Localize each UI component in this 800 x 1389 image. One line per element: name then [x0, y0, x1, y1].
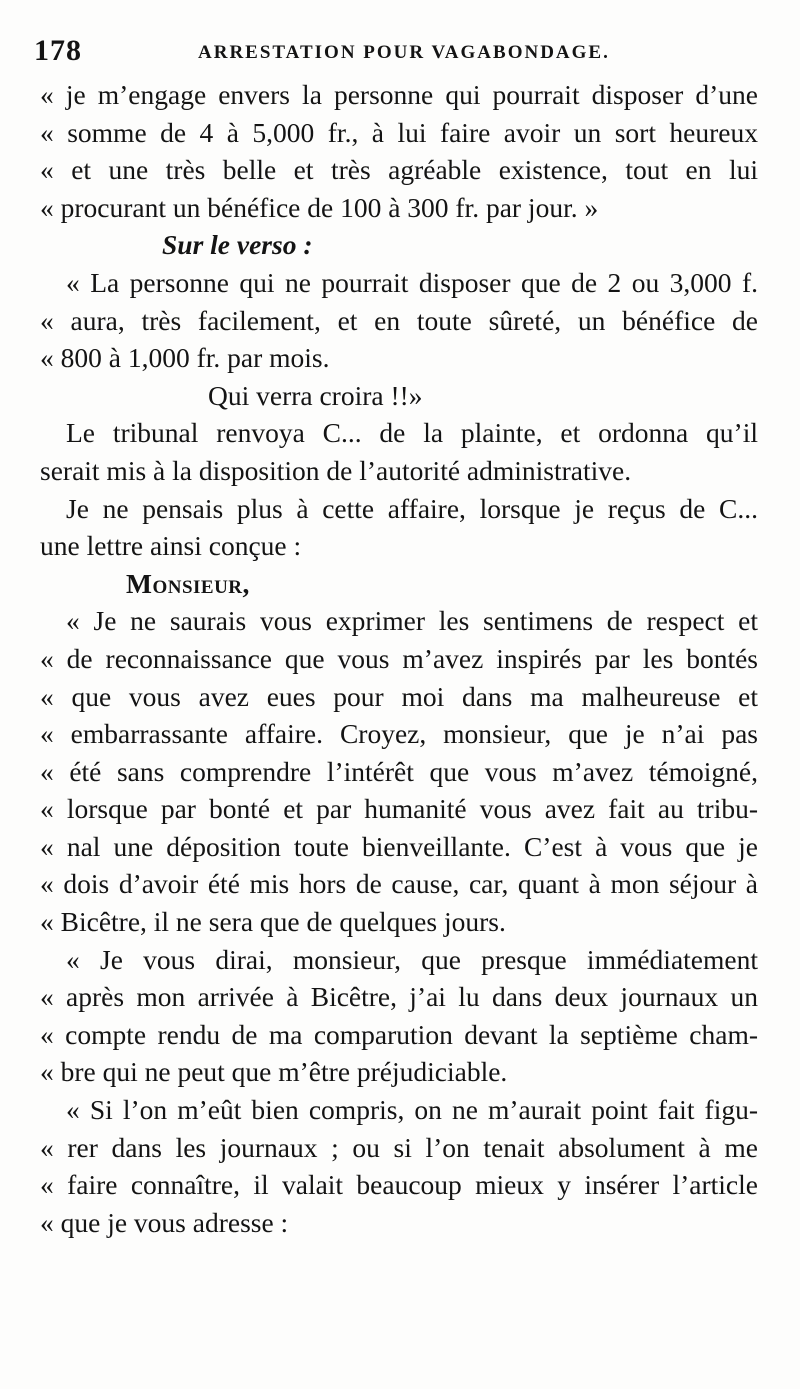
text-line: « Je ne saurais vous exprimer les sentimens de respect et — [66, 605, 758, 637]
text-line: « procurant un bénéfice de 100 à 300 fr. par jour. » — [40, 191, 599, 223]
text-line: « faire connaître, il valait beaucoup mieux y insérer l’article — [40, 1169, 758, 1201]
text-line: « été sans comprendre l’intérêt que vous m’avez témoigné, — [40, 755, 758, 787]
text-line: serait mis à la disposition de l’autorité administrative. — [40, 454, 632, 486]
text-line: « nal une déposition toute bienveillante. C’est à vous que je — [40, 830, 758, 862]
text-line: Le tribunal renvoya C... de la plainte, et ordonna qu’il — [66, 417, 758, 449]
text-line: « embarrassante affaire. Croyez, monsieur, que je n’ai pas — [40, 718, 758, 750]
page-number: 178 — [34, 34, 82, 67]
text-line: « La personne qui ne pourrait disposer que de 2 ou 3,000 f. — [66, 266, 758, 298]
text-line: « bre qui ne peut que m’être préjudiciable. — [40, 1056, 508, 1088]
text-line: « que vous avez eues pour moi dans ma malheureuse et — [40, 680, 758, 712]
text-line: « rer dans les journaux ; ou si l’on tenait absolument à me — [40, 1131, 758, 1163]
text-line: « somme de 4 à 5,000 fr., à lui faire avoir un sort heureux — [40, 116, 758, 148]
text-line: une lettre ainsi conçue : — [40, 530, 302, 562]
letter-salutation: Monsieur, — [126, 567, 250, 599]
quoted-closing-line: Qui verra croira !!» — [208, 379, 423, 411]
text-line: « et une très belle et très agréable existence, tout en lui — [40, 154, 758, 186]
page-header — [30, 34, 760, 74]
running-title: ARRESTATION POUR VAGABONDAGE. — [198, 42, 610, 63]
text-line: « de reconnaissance que vous m’avez inspirés par les bontés — [40, 642, 758, 674]
text-line: « que je vous adresse : — [40, 1206, 289, 1238]
text-line: « lorsque par bonté et par humanité vous avez fait au tribu- — [40, 793, 758, 825]
text-line: Je ne pensais plus à cette affaire, lorsque je reçus de C... — [66, 492, 758, 524]
section-heading-verso: Sur le verso : — [162, 229, 313, 261]
text-line: « aura, très facilement, et en toute sûreté, un bénéfice de — [40, 304, 758, 336]
text-line: « je m’engage envers la personne qui pourrait disposer d’une — [40, 79, 758, 110]
text-line: « compte rendu de ma comparution devant la septième cham- — [40, 1018, 758, 1050]
body-text — [40, 76, 758, 1241]
text-line: « dois d’avoir été mis hors de cause, car, quant à mon séjour à — [40, 868, 758, 900]
text-line: « 800 à 1,000 fr. par mois. — [40, 342, 330, 374]
text-line: « Je vous dirai, monsieur, que presque immédiatement — [66, 943, 758, 975]
text-line: « Bicêtre, il ne sera que de quelques jours. — [40, 906, 506, 938]
text-line: « après mon arrivée à Bicêtre, j’ai lu dans deux journaux un — [40, 981, 758, 1013]
text-line: « Si l’on m’eût bien compris, on ne m’aurait point fait figu- — [66, 1094, 758, 1126]
